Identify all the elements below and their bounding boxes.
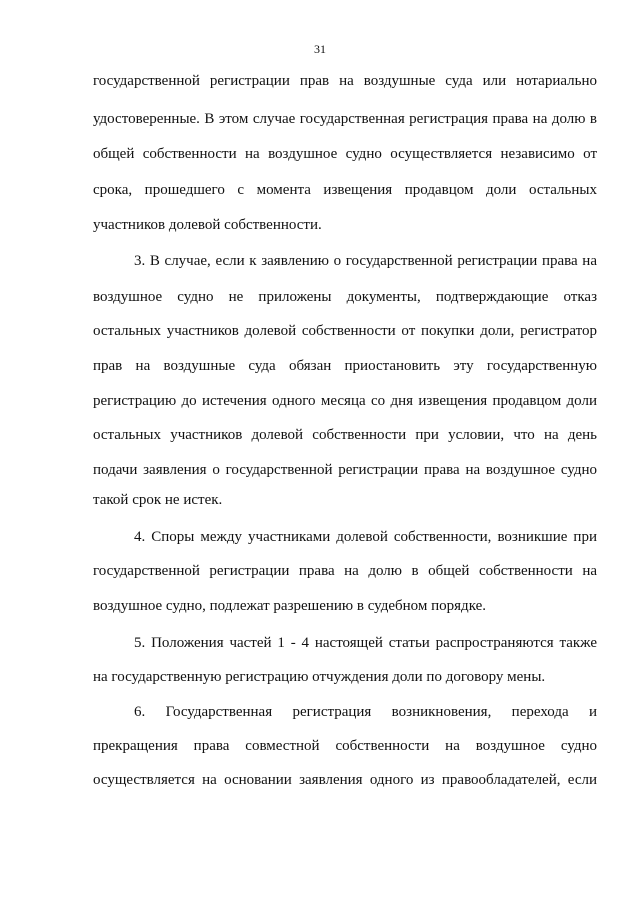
text-line: воздушное судно, подлежат разрешению в судебном порядке. xyxy=(93,598,487,614)
text-line: срока, прошедшего с момента извещения продавцом доли остальных xyxy=(93,182,597,198)
text-line: прекращения права совместной собственности на воздушное судно xyxy=(93,738,597,754)
paragraph-first-line: 5. Положения частей 1 - 4 настоящей статьи распространяются также xyxy=(134,635,597,651)
text-line: остальных участников долевой собственности от покупки доли, регистратор xyxy=(93,323,597,339)
page-number: 31 xyxy=(314,42,326,56)
text-line: государственной регистрации прав на воздушные суда или нотариально xyxy=(93,73,597,89)
text-line: общей собственности на воздушное судно осуществляется независимо от xyxy=(93,146,597,162)
text-line: на государственную регистрацию отчуждения доли по договору мены. xyxy=(93,669,546,685)
text-line: осуществляется на основании заявления одного из правообладателей, если xyxy=(93,772,597,788)
paragraph-first-line: 6. Государственная регистрация возникновения, перехода и xyxy=(134,704,597,720)
text-line: такой срок не истек. xyxy=(93,492,223,508)
text-line: подачи заявления о государственной регистрации права на воздушное судно xyxy=(93,462,597,478)
text-line: удостоверенные. В этом случае государственная регистрация права на долю в xyxy=(93,111,597,127)
text-line: остальных участников долевой собственности при условии, что на день xyxy=(93,427,597,443)
paragraph-first-line: 4. Споры между участниками долевой собственности, возникшие при xyxy=(134,529,597,545)
paragraph-first-line: 3. В случае, если к заявлению о государственной регистрации права на xyxy=(134,253,597,269)
text-line: государственной регистрации права на долю в общей собственности на xyxy=(93,563,597,579)
text-line: прав на воздушные суда обязан приостановить эту государственную xyxy=(93,358,597,374)
text-line: регистрацию до истечения одного месяца со дня извещения продавцом доли xyxy=(93,393,597,409)
text-line: участников долевой собственности. xyxy=(93,217,322,233)
text-line: воздушное судно не приложены документы, подтверждающие отказ xyxy=(93,289,597,305)
